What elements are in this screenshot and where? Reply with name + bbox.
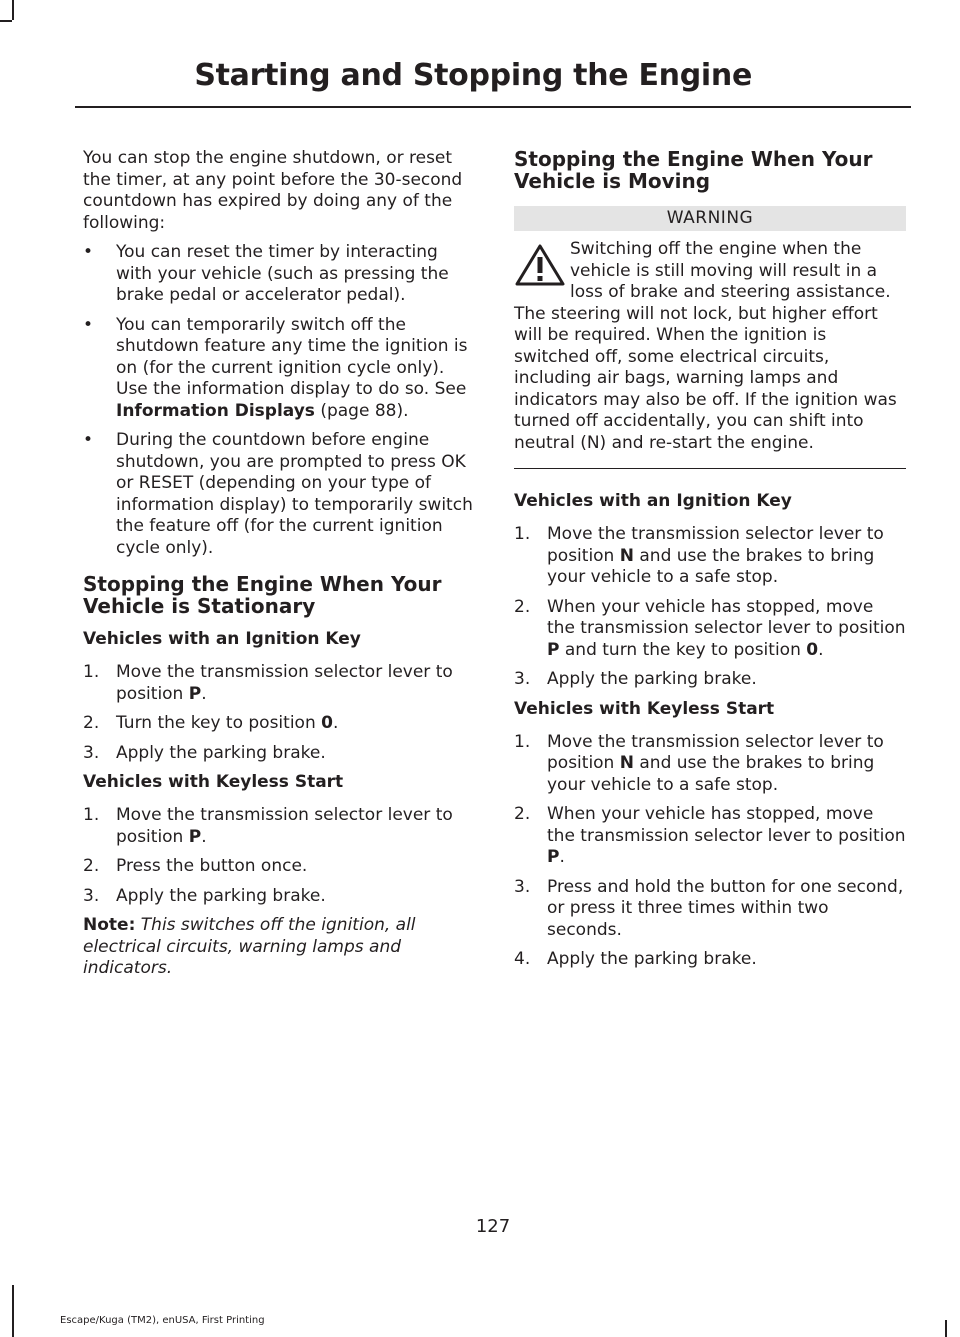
step-item: [514, 732, 906, 797]
warning-box: [514, 239, 906, 469]
bullet-text: You can reset the timer by interacting with your vehicle (such as pressing the brake pedal or accelerator pedal).: [116, 242, 449, 305]
step-item: [514, 877, 906, 942]
left-column: [83, 148, 475, 980]
step-text: Move the transmission selector lever to position: [547, 731, 884, 773]
section-heading: Stopping the Engine When Your Vehicle is Moving: [514, 147, 873, 193]
step-item: [514, 949, 906, 971]
bullet-icon: •: [83, 430, 94, 450]
step-number: 2.: [83, 856, 100, 876]
step-text: When your vehicle has stopped, move the transmission selector lever to position: [547, 804, 906, 846]
step-item: [83, 856, 475, 878]
step-number: 2.: [83, 713, 100, 733]
bullet-list: [83, 242, 475, 559]
step-number: 1.: [514, 731, 531, 752]
step-text: When your vehicle has stopped, move the transmission selector lever to position: [547, 596, 906, 638]
position-letter: 0: [321, 713, 333, 733]
bullet-icon: •: [83, 242, 94, 262]
step-text: Press the button once.: [116, 856, 308, 876]
step-number: 3.: [514, 669, 531, 689]
step-list: [514, 524, 906, 691]
step-text: and use the brakes to bring your vehicle to a safe stop.: [547, 753, 875, 795]
position-letter: P: [188, 683, 202, 704]
step-number: 1.: [514, 524, 531, 544]
footer-text: Escape/Kuga (TM2), enUSA, First Printing: [60, 1315, 265, 1326]
subsection-heading: Vehicles with an Ignition Key: [83, 629, 361, 649]
bullet-icon: •: [83, 314, 94, 335]
step-text: .: [201, 826, 207, 847]
step-number: 1.: [83, 805, 100, 825]
step-item: [514, 804, 906, 869]
position-letter: N: [619, 753, 634, 773]
step-text: Press and hold the button for one second, or press it three times within two seconds.: [547, 876, 904, 940]
position-letter: N: [619, 545, 634, 566]
step-number: 3.: [83, 885, 100, 906]
crop-mark: [12, 0, 14, 20]
position-letter: P: [547, 639, 560, 660]
step-item: [83, 886, 475, 908]
step-number: 2.: [514, 596, 531, 617]
warning-triangle-icon: [514, 243, 566, 287]
note-paragraph: [83, 915, 475, 980]
subsection-heading: Vehicles with an Ignition Key: [514, 491, 792, 511]
step-list: [514, 732, 906, 971]
section-heading: Stopping the Engine When Your Vehicle is Stationary: [83, 572, 442, 618]
header-divider: [75, 106, 911, 108]
position-letter: P: [547, 847, 560, 867]
step-text: .: [332, 713, 339, 733]
bullet-text: (page 88).: [314, 400, 409, 421]
warning-text: Switching off the engine when the vehicle is still moving will result in a loss of brake and steering assistance. The steering will not lock, but higher effort will be required. When the ignition is switched off, some electrical circuits, including air bags, warning lamps and indicators may also be off. If the ignition was turned off accidentally, you can shift into neutral (N) and re-start the engine.: [514, 239, 897, 453]
subsection-heading: Vehicles with Keyless Start: [83, 772, 344, 792]
step-text: and turn the key to position: [559, 639, 807, 660]
step-text: and use the brakes to bring your vehicle to a safe stop.: [547, 545, 875, 587]
step-item: [514, 597, 906, 662]
page-number: 127: [475, 1216, 511, 1237]
step-text: Apply the parking brake.: [547, 949, 757, 969]
page-title: Starting and Stopping the Engine: [194, 58, 752, 93]
step-number: 2.: [514, 804, 531, 824]
right-column: [514, 148, 906, 979]
step-text: Move the transmission selector lever to position: [547, 524, 884, 566]
step-number: 1.: [83, 662, 100, 682]
step-item: [83, 662, 475, 705]
step-list: [83, 662, 475, 764]
step-item: [83, 743, 475, 765]
step-text: .: [201, 683, 207, 704]
position-letter: 0: [806, 639, 819, 660]
step-number: 3.: [514, 876, 531, 897]
warning-banner: WARNING: [514, 206, 906, 231]
step-number: 3.: [83, 742, 100, 763]
note-label: Note:: [83, 915, 136, 935]
position-letter: P: [188, 826, 202, 847]
note-text: This switches off the ignition, all electrical circuits, warning lamps and indicators.: [83, 915, 416, 978]
step-text: Apply the parking brake.: [116, 885, 326, 906]
bullet-text: You can temporarily switch off the shutdown feature any time the ignition is on (for the current ignition cycle only). Use the information display to do so. See: [116, 314, 468, 399]
step-item: [514, 669, 906, 691]
crop-mark: [945, 1320, 947, 1337]
crop-mark: [0, 20, 12, 22]
list-item: [83, 242, 475, 307]
intro-paragraph: You can stop the engine shutdown, or reset the timer, at any point before the 30-second countdown has expired by doing any of the following:: [83, 148, 463, 233]
crop-mark: [12, 1285, 14, 1337]
step-text: Turn the key to position: [116, 713, 322, 733]
bullet-text: During the countdown before engine shutdown, you are prompted to press OK or RESET (depending on your type of information display) to temporarily switch the feature off (for the current ignition cycle only).: [116, 430, 473, 558]
step-list: [83, 805, 475, 907]
step-text: Apply the parking brake.: [547, 669, 757, 689]
step-number: 4.: [514, 949, 531, 969]
step-item: [514, 524, 906, 589]
step-item: [83, 805, 475, 848]
step-text: Apply the parking brake.: [116, 742, 326, 763]
step-text: .: [559, 847, 565, 867]
step-text: Move the transmission selector lever to position: [116, 805, 453, 847]
subsection-heading: Vehicles with Keyless Start: [514, 698, 775, 719]
list-item: [83, 315, 475, 423]
cross-reference-link[interactable]: Information Displays: [116, 400, 315, 421]
list-item: [83, 430, 475, 559]
step-item: [83, 713, 475, 735]
step-text: .: [818, 639, 824, 660]
step-text: Move the transmission selector lever to position: [116, 662, 453, 704]
